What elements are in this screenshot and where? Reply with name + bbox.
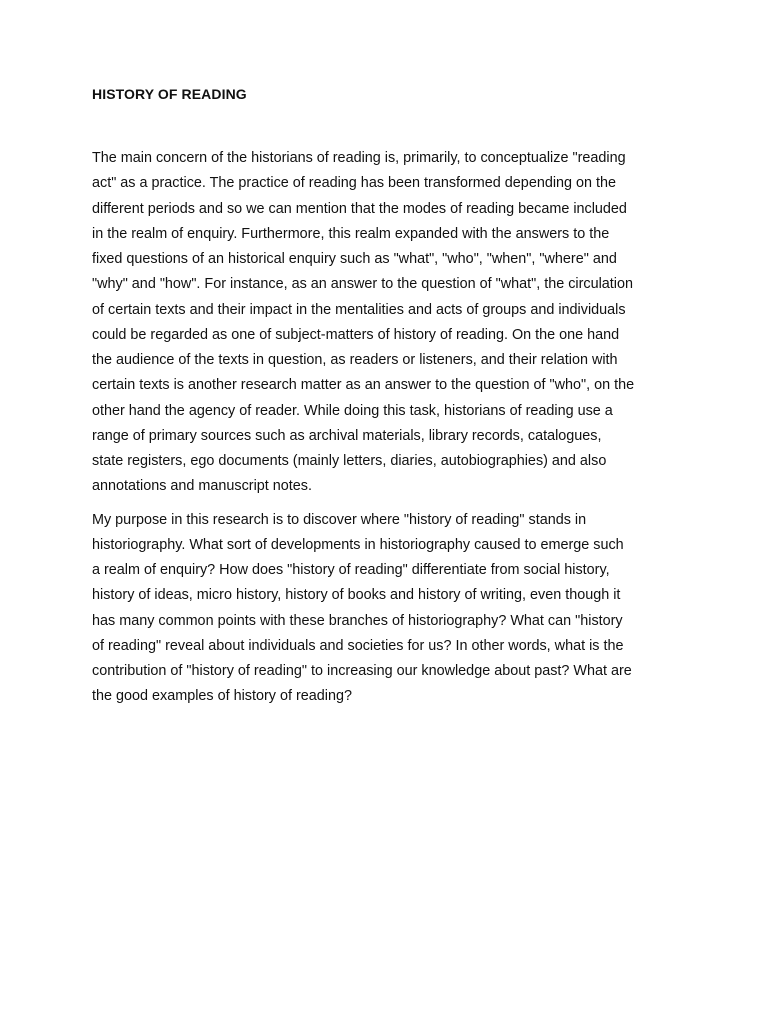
text-line: history of ideas, micro history, history of books and history of writing, even though it (92, 587, 621, 604)
document-title: HISTORY OF READING (92, 86, 247, 102)
text-line: annotations and manuscript notes. (92, 478, 312, 495)
text-line: in the realm of enquiry. Furthermore, this realm expanded with the answers to the (92, 225, 610, 242)
text-line: other hand the agency of reader. While doing this task, historians of reading use a (92, 402, 613, 419)
text-line: the audience of the texts in question, as readers or listeners, and their relation with (92, 352, 618, 368)
text-line: of certain texts and their impact in the mentalities and acts of groups and individuals (92, 301, 626, 318)
text-line: fixed questions of an historical enquiry such as "what", "who", "when", "where" and (92, 251, 617, 267)
text-line: historiography. What sort of developments in historiography caused to emerge such (92, 536, 624, 553)
paragraph-1 (92, 146, 678, 500)
text-line: My purpose in this research is to discover where "history of reading" stands in (92, 511, 587, 528)
text-line: a realm of enquiry? How does "history of reading" differentiate from social history, (92, 562, 610, 578)
text-line: could be regarded as one of subject-matters of history of reading. On the one hand (92, 326, 620, 343)
text-line: "why" and "how". For instance, as an answer to the question of "what", the circulation (92, 276, 634, 293)
text-line: The main concern of the historians of reading is, primarily, to conceptualize "reading (92, 150, 626, 166)
text-line: contribution of "history of reading" to increasing our knowledge about past? What are (92, 663, 632, 679)
text-line: act" as a practice. The practice of reading has been transformed depending on the (92, 175, 617, 192)
text-line: state registers, ego documents (mainly letters, diaries, autobiographies) and also (92, 453, 607, 469)
text-line: has many common points with these branches of historiography? What can "history (92, 612, 623, 629)
document-body (92, 146, 678, 710)
paragraph-2 (92, 508, 678, 710)
text-line: the good examples of history of reading? (92, 688, 352, 705)
text-line: of reading" reveal about individuals and societies for us? In other words, what is the (92, 637, 624, 654)
text-line: certain texts is another research matter as an answer to the question of "who", on the (92, 377, 635, 394)
text-line: different periods and so we can mention that the modes of reading became included (92, 200, 627, 217)
text-line: range of primary sources such as archival materials, library records, catalogues, (92, 427, 602, 444)
